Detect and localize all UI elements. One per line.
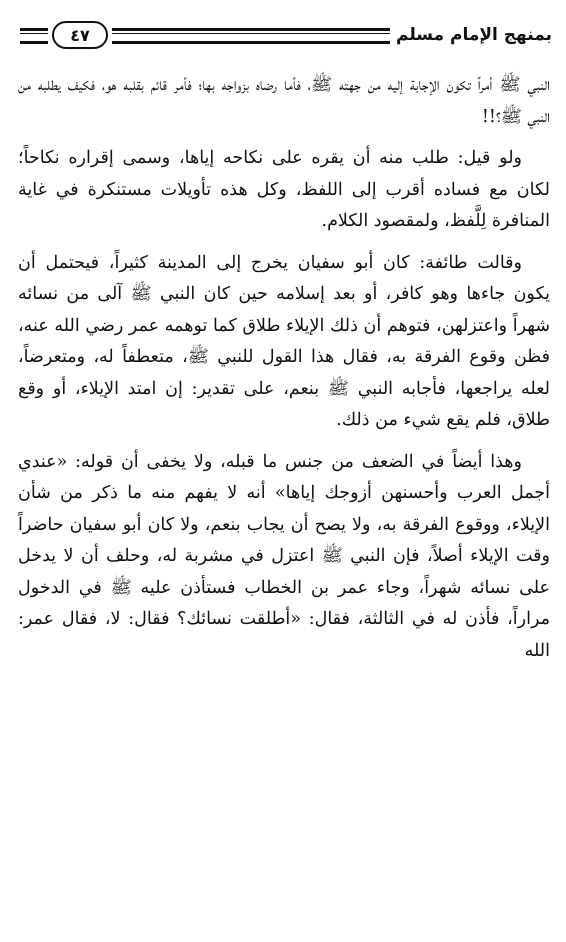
- paragraph-3: وقالت طائفة: كان أبو سفيان يخرج إلى المدينة كثيراً، فيحتمل أن يكون جاءها وهو كافر، أو بعد إسلامه حين كان النبي ﷺ آلى من نسائه شهراً واعتزلهن، فتوهم أن ذلك الإيلاء طلاق كما توهمه عمر رضي الله عنه، فظن وقوع الفرقة به، فقال هذا القول للنبي ﷺ، متعطفاً له، ومتعرضاً، لعله يراجعها، فأجابه النبي ﷺ بنعم، على تقدير: إن امتد الإيلاء، أو وقع طلاق، فلم يقع شيء من ذلك.: [18, 252, 550, 430]
- page-body: [18, 70, 550, 677]
- header-rule-short: [20, 28, 48, 44]
- paragraph-4: وهذا أيضاً في الضعف من جنس ما قبله، ولا يخفى أن قوله: «عندي أجمل العرب وأحسنهن أزوجك إياها» أنه لا يفهم منه ما ذكر من شأن الإيلاء، ووقوع الفرقة به، ولا يصح أن يجاب بنعم، ولا كان أبو سفيان حاضراً وقت الإيلاء أصلاً، فإن النبي ﷺ اعتزل في مشربة له، وحلف أن لا يدخل على نسائه شهراً، وجاء عمر بن الخطاب فستأذن عليه ﷺ في الدخول مراراً، فأذن له في الثالثة، فقال: «أطلقت نسائك؟ فقال: لا، فقال عمر: الله: [18, 451, 550, 661]
- page-header: [20, 18, 552, 52]
- paragraph-1: النبي ﷺ أمراً تكون الإجابة إليه من جهته ﷺ، فأما رضاه بزواجه بها؛ فأمر قائم بقلبه هو، فكيف يطلبه من النبي ﷺ؟!!: [18, 75, 550, 127]
- page-number: ٤٧: [52, 21, 108, 49]
- running-title: بمنهج الإمام مسلم: [396, 25, 552, 45]
- paragraph-2: ولو قيل: طلب منه أن يقره على نكاحه إياها، وسمى إقراره نكاحاً؛ لكان مع فساده أقرب إلى اللفظ، وكل هذه تأويلات مستنكرة في غاية المنافرة لِلَّفظ، ولمقصود الكلام.: [18, 148, 550, 231]
- header-rule-long: [112, 28, 390, 44]
